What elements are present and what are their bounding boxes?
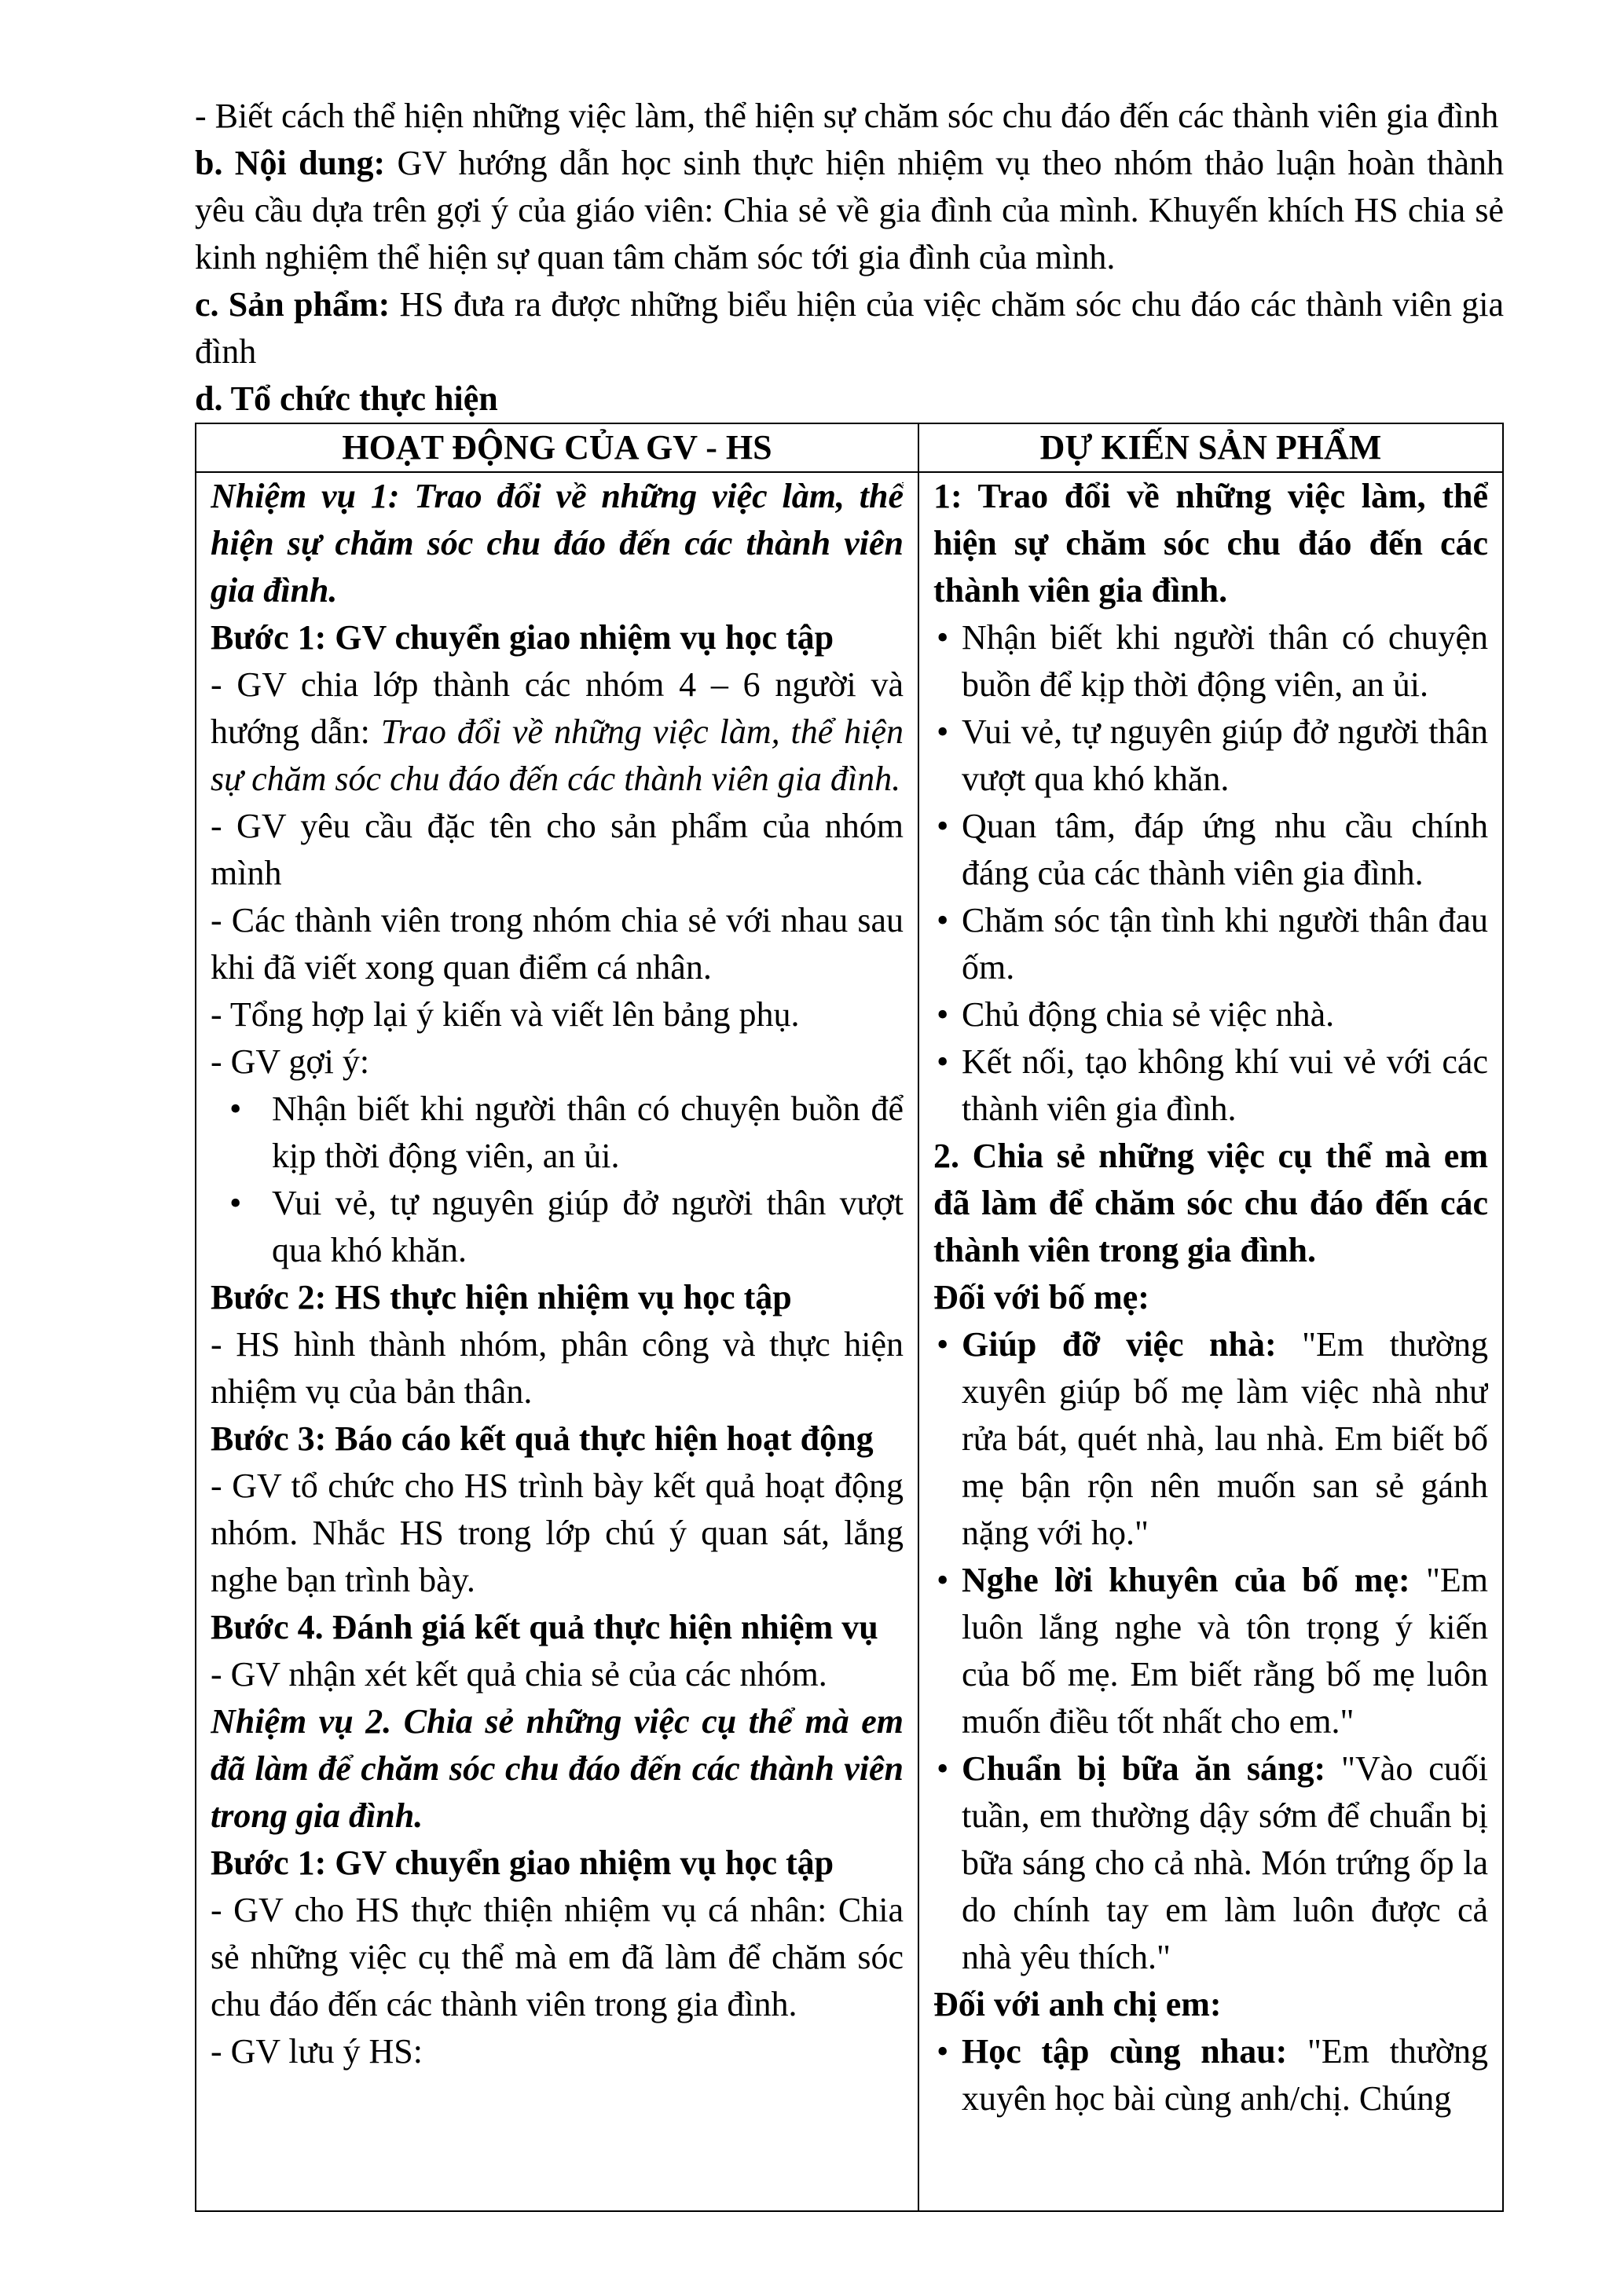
item-label: Chuẩn bị bữa ăn sáng: xyxy=(962,1749,1326,1788)
step1-heading: Bước 1: GV chuyển giao nhiệm vụ học tập xyxy=(211,618,834,657)
header-expected-products: DỰ KIẾN SẢN PHẨM xyxy=(918,423,1503,472)
list-item: • Chăm sóc tận tình khi người thân đau ốm. xyxy=(933,897,1488,991)
step2-text: - HS hình thành nhóm, phân công và thực hiện nhiệm vụ của bản thân. xyxy=(211,1325,904,1411)
step3-text: - GV tổ chức cho HS trình bày kết quả hoạt động nhóm. Nhắc HS trong lớp chú ý quan sát, lắng nghe bạn trình bày. xyxy=(211,1467,904,1599)
step1-text-b: - GV yêu cầu đặc tên cho sản phẩm của nhóm mình xyxy=(211,807,904,892)
list-item xyxy=(933,2028,1488,2122)
content-label: b. Nội dung: xyxy=(195,144,386,182)
item-label: Học tập cùng nhau: xyxy=(962,2032,1288,2071)
step4-heading: Bước 4. Đánh giá kết quả thực hiện nhiệm vụ xyxy=(211,1608,878,1646)
result1-title: 1: Trao đổi về những việc làm, thể hiện sự chăm sóc chu đáo đến các thành viên gia đình. xyxy=(933,477,1488,610)
step1-text-a xyxy=(211,661,904,803)
list-item xyxy=(933,1321,1488,1557)
item-label: Nghe lời khuyên của bố mẹ: xyxy=(962,1561,1410,1599)
step1-text-d: - Tổng hợp lại ý kiến và viết lên bảng phụ. xyxy=(211,995,800,1034)
hint-list xyxy=(211,1086,904,1274)
organization-label: d. Tổ chức thực hiện xyxy=(195,379,498,418)
step3-heading: Bước 3: Báo cáo kết quả thực hiện hoạt động xyxy=(211,1419,874,1458)
activity-table xyxy=(195,423,1504,2212)
step1-text-c: - Các thành viên trong nhóm chia sẻ với nhau sau khi đã viết xong quan điểm cá nhân. xyxy=(211,901,904,987)
list-item: • Chủ động chia sẻ việc nhà. xyxy=(933,991,1488,1038)
parents-label: Đối với bố mẹ: xyxy=(933,1278,1149,1316)
item-text: "Vào cuối tuần, em thường dậy sớm để chuẩn bị bữa sáng cho cả nhà. Món trứng ốp la do chính tay em làm luôn được cả nhà yêu thích." xyxy=(962,1749,1488,1976)
task1-title: Nhiệm vụ 1: Trao đổi về những việc làm, thể hiện sự chăm sóc chu đáo đến các thành viên gia đình. xyxy=(211,477,904,610)
product-section xyxy=(195,281,1504,375)
siblings-label: Đối với anh chị em: xyxy=(933,1985,1222,2023)
content-text: GV hướng dẫn học sinh thực hiện nhiệm vụ theo nhóm thảo luận hoàn thành yêu cầu dựa trên gợi ý của giáo viên: Chia sẻ về gia đình của mình. Khuyến khích HS chia sẻ kinh nghiệm thể hiện sự quan tâm chăm sóc tới gia đình của mình. xyxy=(195,144,1504,276)
list-item: • Vui vẻ, tự nguyên giúp đở người thân vượt qua khó khăn. xyxy=(211,1180,904,1274)
content-section xyxy=(195,140,1504,281)
product-label: c. Sản phẩm: xyxy=(195,285,390,324)
products-cell xyxy=(918,472,1503,2211)
list-item: • Kết nối, tạo không khí vui vẻ với các thành viên gia đình. xyxy=(933,1038,1488,1133)
step1-text-e: - GV gợi ý: xyxy=(211,1042,370,1081)
item-text: "Em thường xuyên giúp bố mẹ làm việc nhà như rửa bát, quét nhà, lau nhà. Em biết bố mẹ bận rộn nên muốn san sẻ gánh nặng với họ." xyxy=(962,1325,1488,1552)
step4-text: - GV nhận xét kết quả chia sẻ của các nhóm. xyxy=(211,1655,827,1694)
step1-text-a-italic: Trao đổi về những việc làm, thể hiện sự chăm sóc chu đáo đến các thành viên gia đình. xyxy=(211,712,904,798)
step1-text-a-prefix: - GV chia lớp thành các nhóm 4 – 6 người và hướng dẫn: xyxy=(211,665,904,751)
item-label: Giúp đỡ việc nhà: xyxy=(962,1325,1277,1364)
step2-heading: Bước 2: HS thực hiện nhiệm vụ học tập xyxy=(211,1278,792,1316)
task2-step1-text-b: - GV lưu ý HS: xyxy=(211,2032,423,2071)
item-text: "Em luôn lắng nghe và tôn trọng ý kiến của bố mẹ. Em biết rằng bố mẹ luôn muốn điều tốt nhất cho em." xyxy=(962,1561,1488,1741)
list-item: • Vui vẻ, tự nguyên giúp đở người thân vượt qua khó khăn. xyxy=(933,709,1488,803)
siblings-list xyxy=(933,2028,1488,2122)
objective-line: - Biết cách thể hiện những việc làm, thể hiện sự chăm sóc chu đáo đến các thành viên gia đình xyxy=(195,97,1499,135)
list-item: • Nhận biết khi người thân có chuyện buồn để kịp thời động viên, an ủi. xyxy=(211,1086,904,1180)
list-item: • Nhận biết khi người thân có chuyện buồn để kịp thời động viên, an ủi. xyxy=(933,614,1488,709)
document-page xyxy=(195,93,1504,2212)
parents-list xyxy=(933,1321,1488,1981)
list-item xyxy=(933,1745,1488,1981)
result2-title: 2. Chia sẻ những việc cụ thể mà em đã làm để chăm sóc chu đáo đến các thành viên trong gia đình. xyxy=(933,1137,1488,1269)
table-header-row xyxy=(196,423,1503,472)
table-row xyxy=(196,472,1503,2211)
list-item: • Quan tâm, đáp ứng nhu cầu chính đáng của các thành viên gia đình. xyxy=(933,803,1488,897)
product-text: HS đưa ra được những biểu hiện của việc chăm sóc chu đáo các thành viên gia đình xyxy=(195,285,1504,371)
task2-title: Nhiệm vụ 2. Chia sẻ những việc cụ thể mà em đã làm để chăm sóc chu đáo đến các thành viên trong gia đình. xyxy=(211,1702,904,1835)
activities-cell xyxy=(196,472,918,2211)
list-item xyxy=(933,1557,1488,1745)
task2-step1-text-a: - GV cho HS thực thiện nhiệm vụ cá nhân: Chia sẻ những việc cụ thể mà em đã làm để chăm sóc chu đáo đến các thành viên trong gia đình. xyxy=(211,1891,904,2023)
result1-list xyxy=(933,614,1488,1133)
organization-heading xyxy=(195,375,1504,423)
item-text: "Em thường xuyên học bài cùng anh/chị. Chúng xyxy=(962,2032,1488,2118)
header-activities: HOẠT ĐỘNG CỦA GV - HS xyxy=(196,423,918,472)
task2-step1-heading: Bước 1: GV chuyển giao nhiệm vụ học tập xyxy=(211,1844,834,1882)
